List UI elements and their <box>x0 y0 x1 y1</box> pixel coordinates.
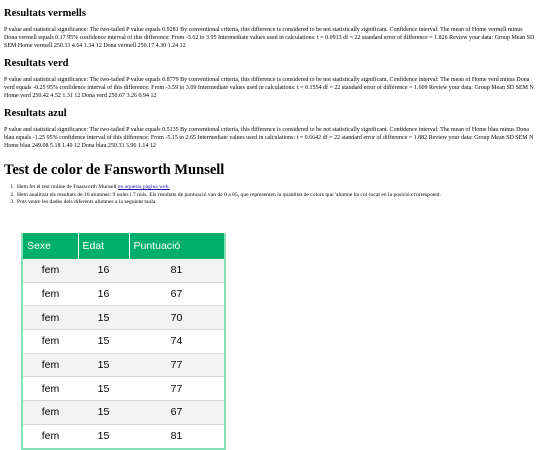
table-row <box>22 330 225 354</box>
cell-sexe: fem <box>22 353 78 377</box>
header-sexe: Sexe <box>22 233 78 259</box>
cell-puntuacio: 77 <box>129 377 225 401</box>
test-title: Test de color de Fansworth Munsell <box>4 162 225 178</box>
table-row <box>22 306 225 330</box>
cell-sexe: fem <box>22 282 78 306</box>
test-steps-list <box>4 184 536 207</box>
cell-edat: 15 <box>78 353 129 377</box>
table-row <box>22 353 225 377</box>
cell-edat: 15 <box>78 306 129 330</box>
cell-puntuacio: 67 <box>129 282 225 306</box>
cell-edat: 15 <box>78 330 129 354</box>
cell-sexe: fem <box>22 306 78 330</box>
cell-edat: 15 <box>78 424 129 448</box>
page-content <box>0 8 540 207</box>
header-puntuacio: Puntuació <box>129 233 225 259</box>
section-text-vermells: P value and statistical significance: The two-tailed P value equals 0.9281 By conventional criteria, this difference is considered to be not statistically significant. Confidence interval: The mean of Home vermell minus Dona vermell equals 0.17 95% confidence interval of this difference: From -3.62 to 3.95 Intermediate values used in calculations: t = 0.0913 df = 22 standard error of difference = 1.826 Review your data: Group Mean SD SEM Home vermell 250.33 4.64 1.34 12 Dona vermell 250.17 4.30 1.24 12 <box>4 27 535 49</box>
section-title-vermells: Resultats vermells <box>4 8 86 19</box>
section-text-verd: P value and statistical significance: The two-tailed P value equals 0.8779 By conventional criteria, this difference is considered to be not statistically significant. Confidence interval: The mean of Home verd minus Dona verd equals -0.25 95% confidence interval of this difference: From -3.59 to 3.09 Intermediate values used in calculations: t = 0.1554 df = 22 standard error of difference = 1.609 Review your data: Group Mean SD SEM N Home verd 250.42 4.52 1.31 12 Dona verd 250.67 3.26 0.94 12 <box>4 77 534 99</box>
table-row <box>22 401 225 425</box>
cell-puntuacio: 77 <box>129 353 225 377</box>
table-row <box>22 259 225 282</box>
table-row <box>22 377 225 401</box>
header-edat: Edat <box>78 233 129 259</box>
section-title-verd: Resultats verd <box>4 58 69 69</box>
cell-sexe: fem <box>22 259 78 282</box>
table-row <box>22 424 225 448</box>
cell-puntuacio: 70 <box>129 306 225 330</box>
section-text-azul: P value and statistical significance: The two-tailed P value equals 0.5135 By conventional criteria, this difference is considered to be not statistically significant. Confidence interval: The mean of Home blau minus Dona blau equals -1.25 95% confidence interval of this difference: From -5.15 to 2.65 Intermediate values used in calculations: t = 0.6642 df = 22 standard error of difference = 1.882 Review your data: Group Mean SD SEM N Home blau 249.08 5.18 1.49 12 Dona blau 250.33 3.96 1.14 12 <box>4 127 534 149</box>
cell-sexe: fem <box>22 401 78 425</box>
test-step-1 <box>16 184 536 192</box>
test-step-1-text: Hem fet el test online de Fnasworth Munsell <box>17 184 118 190</box>
test-step-2: 2. Hem analitzat els resultats de 16 alumnes: 9 noies i 7 nois. Els resultats de puntuació van de 0 a 85, que representen la quantitat de colors que 'alumne ha col·locat en la posició ccorrespoent. <box>16 192 536 200</box>
cell-edat: 16 <box>78 282 129 306</box>
cell-puntuacio: 67 <box>129 401 225 425</box>
section-title-azul: Resultats azul <box>4 108 67 119</box>
cell-puntuacio: 81 <box>129 259 225 282</box>
cell-sexe: fem <box>22 330 78 354</box>
cell-edat: 15 <box>78 401 129 425</box>
test-website-link[interactable]: en aquesta pàgina web. <box>117 184 170 190</box>
test-step-3: 3. Pots veure les dades dels diferents alumnes a la seguient taula <box>16 199 536 207</box>
cell-sexe: fem <box>22 377 78 401</box>
cell-sexe: fem <box>22 424 78 448</box>
cell-puntuacio: 81 <box>129 424 225 448</box>
table-header-row <box>22 233 225 259</box>
table-row <box>22 282 225 306</box>
results-table <box>21 233 226 450</box>
cell-edat: 15 <box>78 377 129 401</box>
cell-puntuacio: 74 <box>129 330 225 354</box>
cell-edat: 16 <box>78 259 129 282</box>
